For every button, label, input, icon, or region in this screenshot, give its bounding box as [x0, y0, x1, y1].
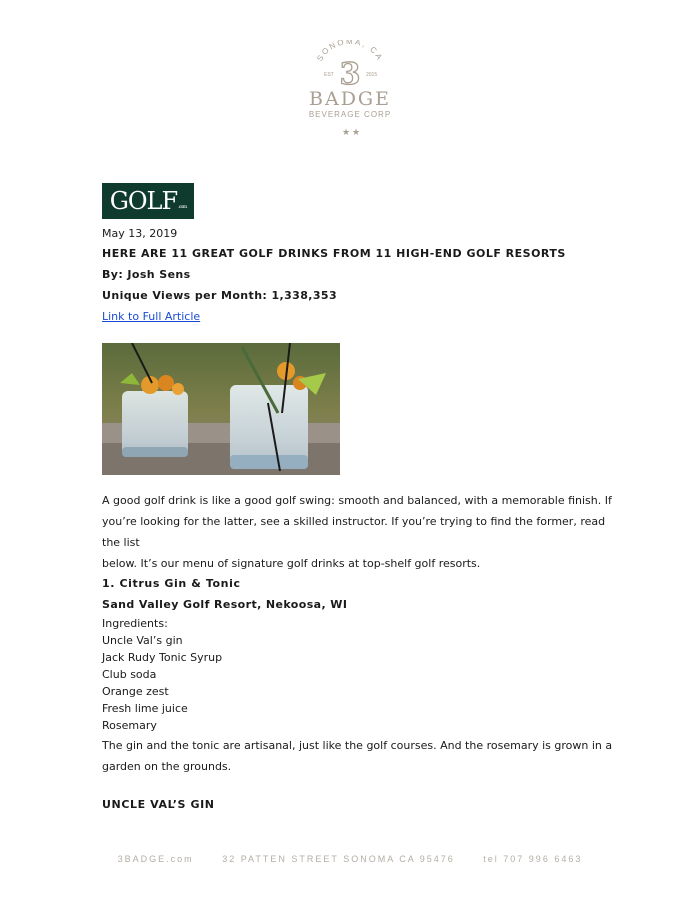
description-line: The gin and the tonic are artisanal, just like the golf courses. And the rosemary is grown in a — [102, 739, 613, 752]
intro-line: below. It’s our menu of signature golf drinks at top-shelf golf resorts. — [102, 557, 481, 570]
article-date: May 13, 2019 — [102, 227, 178, 240]
three-badge-logo — [290, 40, 410, 140]
drink-title: 1. Citrus Gin & Tonic — [102, 577, 241, 590]
logo-est-year: 2015 — [366, 72, 378, 78]
brand-heading: UNCLE VAL’S GIN — [102, 798, 215, 811]
publication-logo — [102, 183, 194, 219]
footer-website: 3BADGE.com — [117, 854, 194, 864]
intro-line: A good golf drink is like a good golf swing: smooth and balanced, with a memorable finish. If — [102, 494, 612, 507]
drink-resort: Sand Valley Golf Resort, Nekoosa, WI — [102, 598, 348, 611]
description-line: garden on the grounds. — [102, 760, 232, 773]
logo-subtitle: BEVERAGE CORP — [308, 110, 392, 119]
ingredient-item: Fresh lime juice — [102, 702, 188, 715]
ingredient-item: Rosemary — [102, 719, 157, 732]
ingredient-item: Orange zest — [102, 685, 169, 698]
ingredient-item: Jack Rudy Tonic Syrup — [102, 651, 223, 664]
ingredient-item: Uncle Val’s gin — [102, 634, 183, 647]
logo-star-icon: ★ — [352, 128, 361, 138]
article-intro — [102, 490, 622, 574]
logo-numeral: 3 — [339, 57, 361, 92]
letterhead-footer — [0, 854, 700, 864]
publication-logo-suffix: .com — [178, 204, 187, 210]
logo-arc-text: SONOMA, CA — [315, 40, 385, 63]
article-views: Unique Views per Month: 1,338,353 — [102, 289, 337, 302]
logo-star-icon: ★ — [342, 128, 351, 138]
logo-brand-name: BADGE — [309, 88, 391, 110]
intro-line: you’re looking for the latter, see a skilled instructor. If you’re trying to find the former, read the list — [102, 515, 606, 549]
ingredient-item: Club soda — [102, 668, 157, 681]
publication-logo-text: GOLF — [109, 187, 178, 215]
article-byline: By: Josh Sens — [102, 268, 191, 281]
logo-est-label: EST — [324, 72, 334, 78]
full-article-link[interactable]: Link to Full Article — [102, 310, 201, 323]
ingredients-label: Ingredients: — [102, 617, 168, 630]
drink-description — [102, 735, 622, 777]
cocktail-photo — [102, 343, 340, 475]
article-headline: HERE ARE 11 GREAT GOLF DRINKS FROM 11 HIGH-END GOLF RESORTS — [102, 247, 566, 260]
footer-address: 32 PATTEN STREET SONOMA CA 95476 — [222, 854, 455, 864]
footer-phone: tel 707 996 6463 — [483, 854, 583, 864]
